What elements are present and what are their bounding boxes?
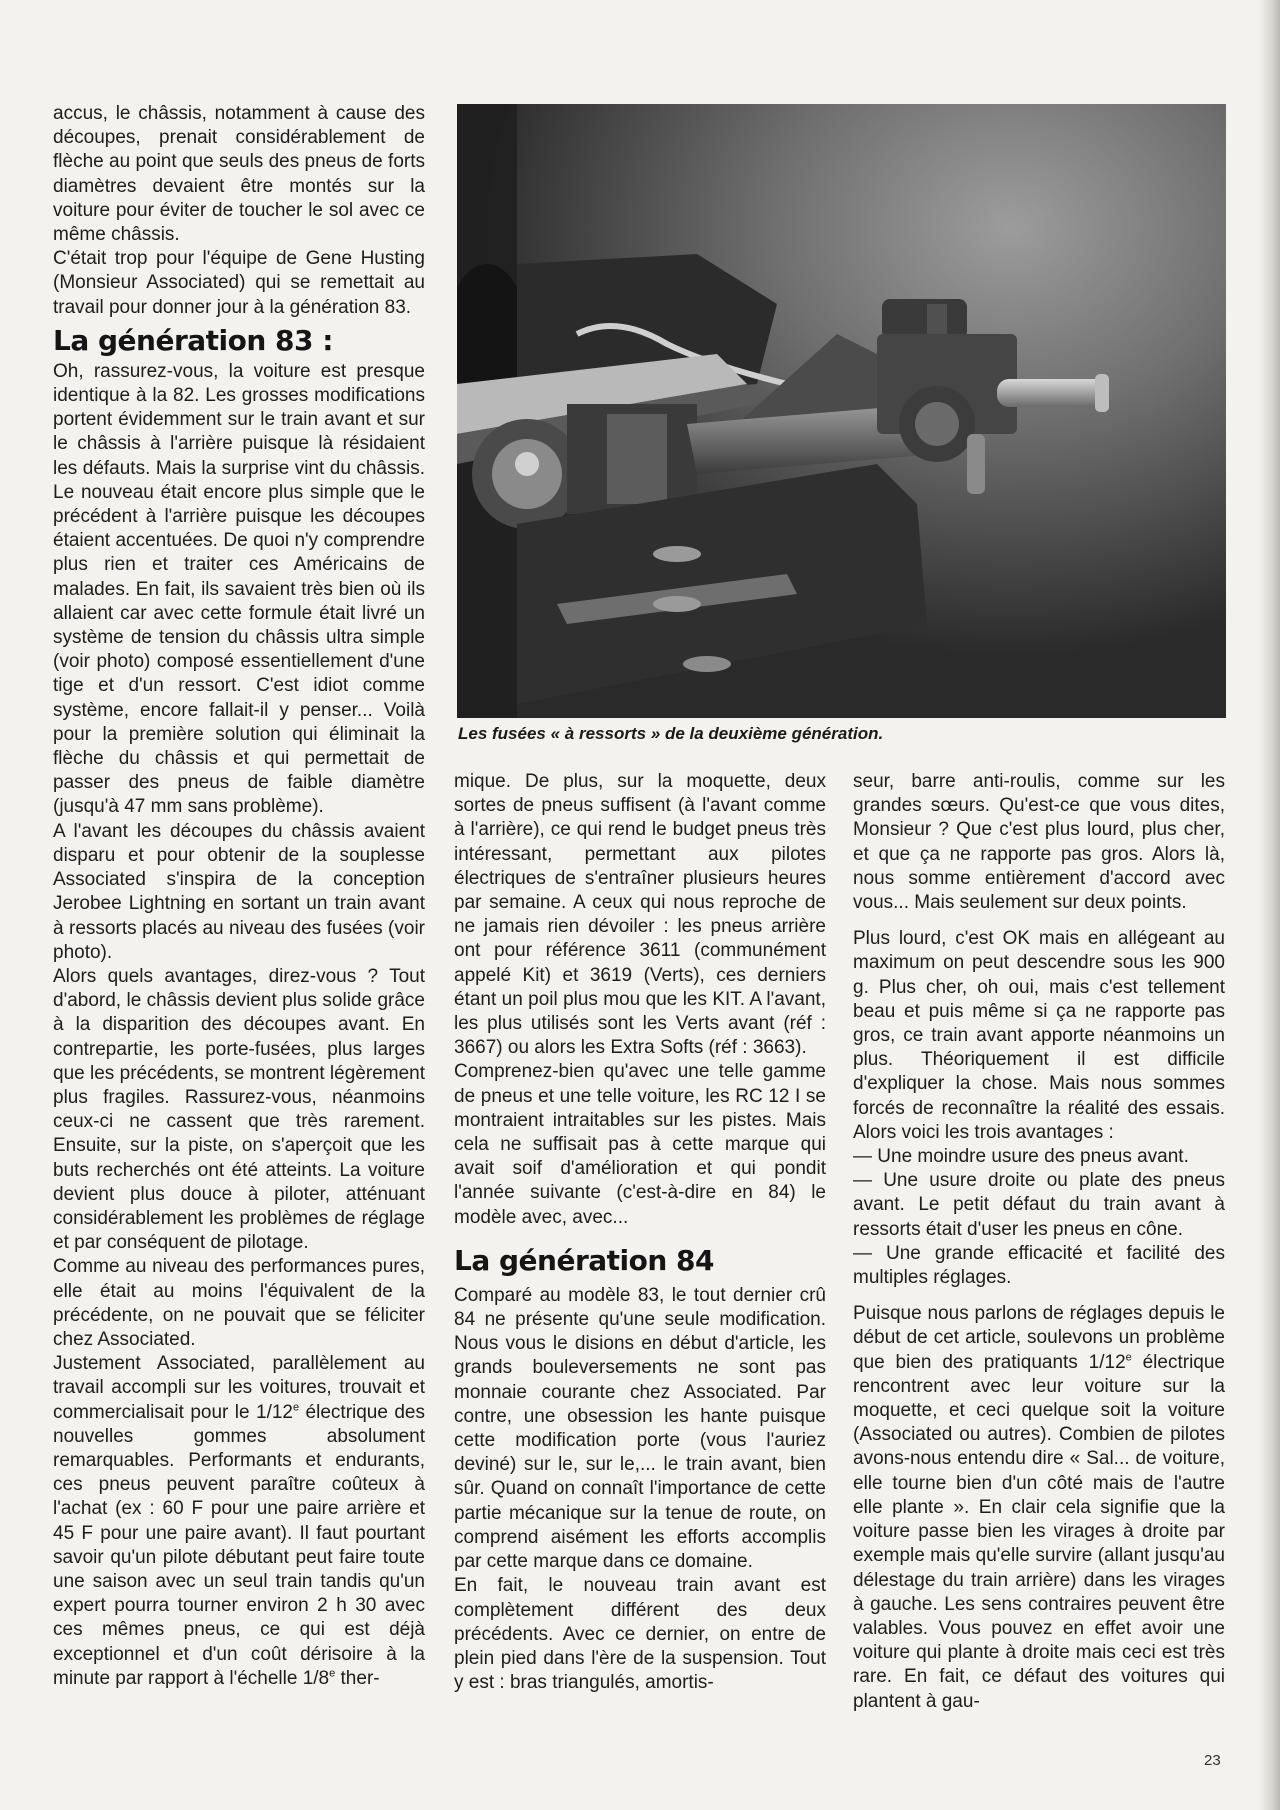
paragraph: Puisque nous parlons de réglages depuis le début de cet article, soulevons un problème que bien des pratiquants 1/12e électrique rencontrent avec leur voiture sur la moquette, et ceci quelque soit la voiture (Associated ou autres). Combien de pilotes avons-nous entendu dire « Sal... de voiture, elle tourne bien d'un côté mais de l'autre elle plante ». En clair cela signifie que la voiture passe bien les virages à droite par exemple mais qu'elle survire (allant jusqu'au délestage du train arrière) dans les virages à gauche. Les sens contraires peuvent être valables. Vous pouvez en effet avoir une voiture qui plante à droite mais ceci est très rare. En fait, ce défaut des voitures qui plantent à gau-: [853, 1303, 1225, 1712]
paragraph: Comparé au modèle 83, le tout dernier crû 84 ne présente qu'une seule modification. Nous vous le disions en début d'article, les grands bouleversements ne sont pas monnaie courante chez Associated. Par contre, une obsession les hante puisque cette modification porte (vous l'auriez deviné) sur le, sur le,... le train avant, bien sûr. Quand on connaît l'importance de cette partie mécanique sur la tenue de route, on comprend aisément les efforts accomplis par cette marque dans ce domaine.: [454, 1284, 826, 1573]
paragraph: seur, barre anti-roulis, comme sur les grandes sœurs. Qu'est-ce que vous dites, Monsieur ? Que c'est plus lourd, plus cher, et que ça ne rapporte pas gros. Alors là, nous somme entièrement d'accord avec vous... Mais seulement sur deux points.: [853, 771, 1225, 914]
paragraph: Oh, rassurez-vous, la voiture est presque identique à la 82. Les grosses modifications portent évidemment sur le train avant et sur le châssis à l'arrière puisque là résidaient les défauts. Mais la surprise vint du châssis. Le nouveau était encore plus simple que le précédent à l'arrière puisque les découpes étaient accentuées. De quoi n'y comprendre plus rien et traiter ces Américains de malades. En fait, ils savaient très bien où ils allaient car avec cette formule était livré un système de tension du châssis ultra simple (voir photo) composé essentiellement d'une tige et d'un ressort. C'est idiot comme système, encore fallait-il y penser... Voilà pour la première solution qui éliminait la flèche du châssis et qui permettait de passer des pneus de faible diamètre (jusqu'à 47 mm sans problème).: [53, 360, 425, 818]
paragraph: Comprenez-bien qu'avec une telle gamme de pneus et une telle voiture, les RC 12 I se montraient intraitables sur les pistes. Mais cela ne suffisait pas à cette marque qui avait soif d'amélioration et qui pondit l'année suivante (c'est-à-dire en 84) le modèle avec, avec...: [454, 1061, 826, 1228]
paragraph: Comme au niveau des performances pures, elle était au moins l'équivalent de la précédente, on ne pouvait que se féliciter chez Associated.: [53, 1256, 425, 1350]
paragraph: mique. De plus, sur la moquette, deux sortes de pneus suffisent (à l'avant comme à l'arrière), ce qui rend le budget pneus très intéressant, permettant aux pilotes électriques de s'entraîner plusieurs heures par semaine. A ceux qui nous reproche de ne jamais rien dévoiler : les pneus arrière ont pour référence 3611 (communément appelé Kit) et 3619 (Verts), ces derniers étant un poil plus mou que les KIT. A l'avant, les plus utilisés sont les Verts avant (réf : 3667) ou alors les Extra Softs (réf : 3663).: [454, 771, 826, 1059]
paragraph: accus, le châssis, notamment à cause des découpes, prenait considérablement de flèche au point que seuls des pneus de forts diamètres devaient être montés sur la voiture pour éviter de toucher le sol avec ce même châssis.: [53, 103, 425, 246]
photo-front-suspension: [457, 104, 1226, 718]
article-column-2: [454, 770, 826, 1695]
paragraph: Alors quels avantages, direz-vous ? Tout d'abord, le châssis devient plus solide grâce à la disparition des découpes avant. En contrepartie, les porte-fusées, plus larges que les précédents, se montrent légèrement plus fragiles. Rassurez-vous, néanmoins ceux-ci ne cassent que très rarement. Ensuite, sur la piste, on s'aperçoit que les buts recherchés ont été atteints. La voiture devient plus douce à piloter, atténuant considérablement les problèmes de réglage et par conséquent de pilotage.: [53, 965, 425, 1254]
photo-caption: Les fusées « à ressorts » de la deuxième génération.: [458, 724, 884, 743]
list-item: — Une grande efficacité et facilité des multiples réglages.: [853, 1242, 1225, 1290]
page-number: 23: [1204, 1752, 1221, 1769]
article-column-1: [53, 102, 425, 1691]
suspension-photo-illustration: [457, 104, 1226, 718]
paragraph: A l'avant les découpes du châssis avaient disparu et pour obtenir de la souplesse Associated s'inspira de la conception Jerobee Lightning en sortant un train avant à ressorts placés au niveau des fusées (voir photo).: [53, 820, 425, 963]
paragraph: En fait, le nouveau train avant est complètement différent des deux précédents. Avec ce dernier, on entre de plein pied dans l'ère de la suspension. Tout y est : bras triangulés, amortis-: [454, 1575, 826, 1694]
paragraph: C'était trop pour l'équipe de Gene Husting (Monsieur Associated) qui se remettait au travail pour donner jour à la génération 83.: [53, 248, 425, 318]
section-heading-generation-84: La génération 84: [454, 1243, 715, 1277]
paragraph: Plus lourd, c'est OK mais en allégeant au maximum on peut descendre sous les 900 g. Plus cher, oh oui, mais c'est tellement beau et puis même si ça ne rapporte pas gros, ce train avant apporte néanmoins un plus. Théoriquement il est difficile d'expliquer la chose. Mais nous sommes forcés de reconnaître la réalité des essais. Alors voici les trois avantages :: [853, 928, 1225, 1143]
paragraph: Justement Associated, parallèlement au travail accompli sur les voitures, trouvait et commercialisait pour le 1/12e électrique des nouvelles gommes absolument remarquables. Performants et endurants, ces pneus peuvent paraître coûteux à l'achat (ex : 60 F pour une paire arrière et 45 F pour une paire avant). Il faut pourtant savoir qu'un pilote débutant peut faire toute une saison avec un seul train tandis qu'un expert pourra tourner environ 2 h 30 avec ces mêmes pneus, ce qui est déjà exceptionnel et d'un coût dérisoire à la minute par rapport à l'échelle 1/8e ther-: [53, 1353, 425, 1689]
list-item: — Une usure droite ou plate des pneus avant. Le petit défaut du train avant à ressorts était d'user les pneus en cône.: [853, 1169, 1225, 1242]
page-edge-shadow: [1258, 0, 1280, 1810]
advantages-list: [853, 1145, 1225, 1290]
section-heading-generation-83: La génération 83 :: [53, 323, 333, 357]
article-column-3: [853, 770, 1225, 1714]
list-item: — Une moindre usure des pneus avant.: [853, 1145, 1225, 1169]
